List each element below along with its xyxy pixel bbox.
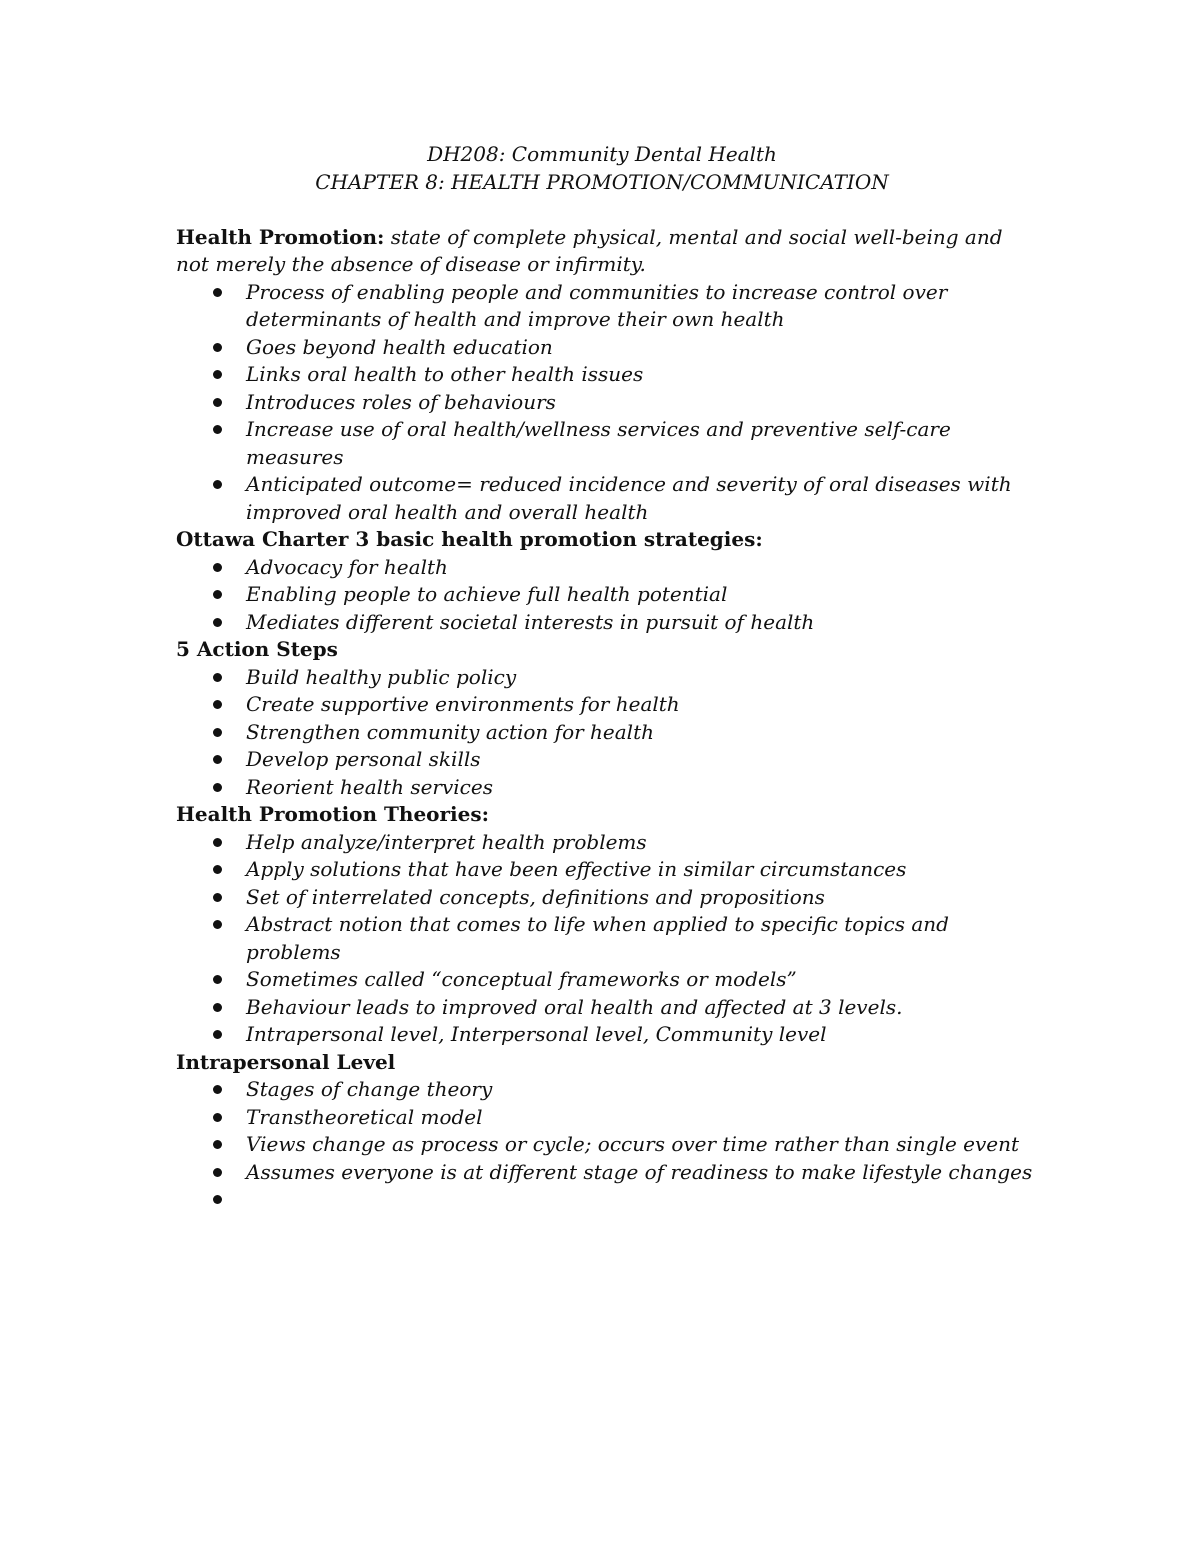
bullet-icon bbox=[213, 343, 222, 352]
bullet-icon bbox=[213, 288, 222, 297]
list-item: Stages of change theory bbox=[246, 1076, 1036, 1104]
health-promotion-list bbox=[176, 279, 1036, 527]
list-item: Mediates different societal interests in pursuit of health bbox=[246, 609, 1036, 637]
list-item: Assumes everyone is at different stage of readiness to make lifestyle changes bbox=[246, 1159, 1036, 1187]
list-item: Behaviour leads to improved oral health and affected at 3 levels. bbox=[246, 994, 1036, 1022]
action-steps-heading: 5 Action Steps bbox=[176, 637, 338, 661]
list-item: Advocacy for health bbox=[246, 554, 1036, 582]
ottawa-charter-list bbox=[176, 554, 1036, 637]
bullet-icon bbox=[213, 398, 222, 407]
list-item: Create supportive environments for health bbox=[246, 691, 1036, 719]
bullet-icon bbox=[213, 480, 222, 489]
action-steps-list bbox=[176, 664, 1036, 802]
intrapersonal-heading: Intrapersonal Level bbox=[176, 1049, 396, 1074]
bullet-icon bbox=[213, 975, 222, 984]
blank-line bbox=[176, 196, 1036, 224]
health-promotion-definition-text: state of complete physical, mental and social well-being and not merely the absence of disease or infirmity. bbox=[176, 224, 1003, 276]
list-item: Sometimes called “conceptual frameworks or models” bbox=[246, 966, 1036, 994]
bullet-icon bbox=[213, 673, 222, 682]
list-item: Anticipated outcome= reduced incidence and severity of oral diseases with improved oral health and overall health bbox=[246, 471, 1036, 526]
bullet-icon bbox=[213, 700, 222, 709]
bullet-icon bbox=[213, 865, 222, 874]
bullet-icon bbox=[213, 1003, 222, 1012]
course-title: DH208: Community Dental Health bbox=[427, 142, 777, 166]
bullet-icon bbox=[213, 590, 222, 599]
list-item: Develop personal skills bbox=[246, 746, 1036, 774]
theories-list bbox=[176, 829, 1036, 1049]
bullet-icon bbox=[213, 425, 222, 434]
bullet-icon bbox=[213, 618, 222, 627]
bullet-icon bbox=[213, 1113, 222, 1122]
list-item: Goes beyond health education bbox=[246, 334, 1036, 362]
intrapersonal-list bbox=[176, 1076, 1036, 1214]
bullet-icon bbox=[213, 563, 222, 572]
bullet-icon bbox=[213, 1085, 222, 1094]
theories-heading: Health Promotion Theories: bbox=[176, 802, 490, 826]
bullet-icon bbox=[213, 893, 222, 902]
bullet-icon bbox=[213, 370, 222, 379]
list-item: Set of interrelated concepts, definitions and propositions bbox=[246, 884, 1036, 912]
list-item: Strengthen community action for health bbox=[246, 719, 1036, 747]
list-item: Transtheoretical model bbox=[246, 1104, 1036, 1132]
list-item: Reorient health services bbox=[246, 774, 1036, 802]
bullet-icon bbox=[213, 838, 222, 847]
document-body bbox=[176, 141, 1036, 1214]
bullet-icon bbox=[213, 783, 222, 792]
list-item: Build healthy public policy bbox=[246, 664, 1036, 692]
chapter-title: CHAPTER 8: HEALTH PROMOTION/COMMUNICATION bbox=[315, 169, 889, 194]
health-promotion-term: Health Promotion: bbox=[176, 224, 385, 249]
list-item: Abstract notion that comes to life when applied to specific topics and problems bbox=[246, 911, 1036, 966]
list-item: Views change as process or cycle; occurs over time rather than single event bbox=[246, 1131, 1036, 1159]
bullet-icon bbox=[213, 1030, 222, 1039]
list-item: Enabling people to achieve full health potential bbox=[246, 581, 1036, 609]
bullet-icon bbox=[213, 1140, 222, 1149]
list-item: Intrapersonal level, Interpersonal level, Community level bbox=[246, 1021, 1036, 1049]
bullet-icon bbox=[213, 920, 222, 929]
list-item: Increase use of oral health/wellness services and preventive self-care measures bbox=[246, 416, 1036, 471]
health-promotion-definition bbox=[176, 224, 1036, 279]
list-item: Process of enabling people and communities to increase control over determinants of health and improve their own health bbox=[246, 279, 1036, 334]
list-item: Help analyze/interpret health problems bbox=[246, 829, 1036, 857]
list-item: Apply solutions that have been effective in similar circumstances bbox=[246, 856, 1036, 884]
bullet-icon bbox=[213, 755, 222, 764]
ottawa-charter-heading: Ottawa Charter 3 basic health promotion strategies: bbox=[176, 527, 763, 551]
bullet-icon bbox=[213, 1195, 222, 1204]
list-item: Links oral health to other health issues bbox=[246, 361, 1036, 389]
bullet-icon bbox=[213, 1168, 222, 1177]
bullet-icon bbox=[213, 728, 222, 737]
list-item: Introduces roles of behaviours bbox=[246, 389, 1036, 417]
list-item-empty bbox=[246, 1186, 1036, 1214]
